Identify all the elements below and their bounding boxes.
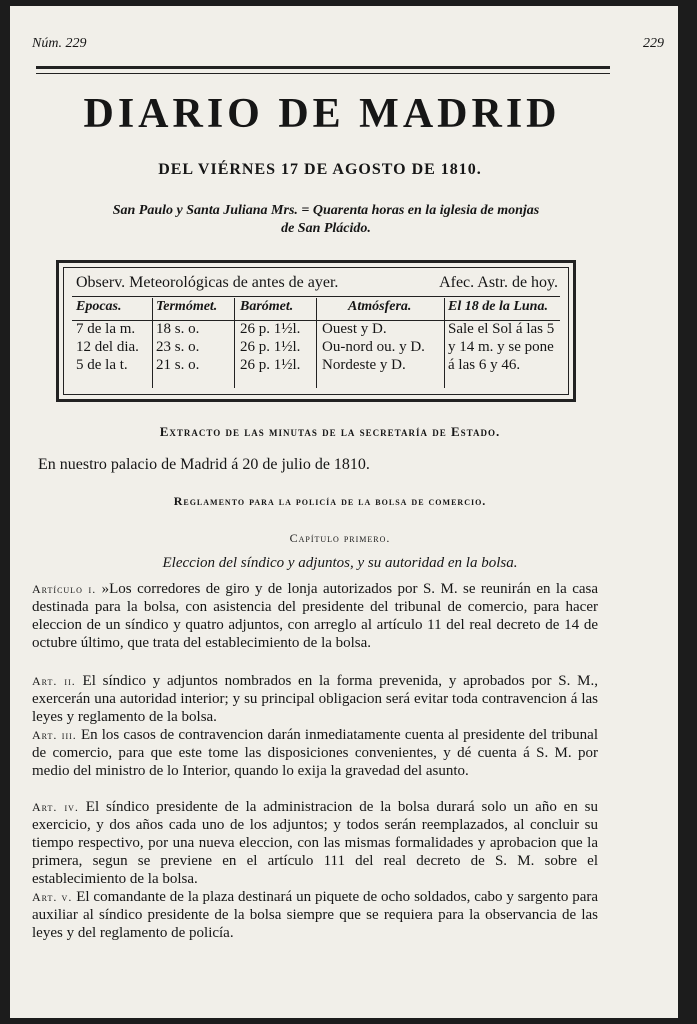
header-rule-thin — [36, 73, 610, 74]
column-divider — [444, 298, 445, 388]
issue-number-right: 229 — [643, 36, 664, 51]
header-luna: El 18 de la Luna. — [448, 299, 548, 314]
article-label: Art. iii. — [32, 728, 77, 742]
cell: 18 s. o. — [156, 321, 200, 337]
column-termometro — [156, 298, 234, 374]
article-label: Artículo i. — [32, 582, 97, 596]
cell: 21 s. o. — [156, 357, 200, 373]
table-rule-top — [72, 296, 560, 297]
article-text: El síndico presidente de la administracion de la bolsa durará solo un año en su exercicio, y dos años cada uno de los adjuntos; y todos serán reemplazados, al concluir su tiempo respectivo, por una nueva eleccion, con las mismas formalidades y aprobacion que la primera, segun se previene en el artículo 111 del real decreto de S. M. sobre el establecimiento de la bolsa. — [32, 799, 598, 887]
header-termometro: Termómet. — [156, 299, 218, 314]
newspaper-page — [10, 6, 678, 1018]
extract-title: Extracto de las minutas de la secretaría de Estado. — [159, 424, 501, 439]
astro-line: á las 6 y 46. — [448, 357, 521, 373]
article-3 — [32, 726, 598, 780]
cell: Ou-nord ou. y D. — [322, 339, 425, 355]
column-divider — [234, 298, 235, 388]
article-label: Art. iv. — [32, 800, 79, 814]
cell: 26 p. 1½l. — [240, 321, 301, 337]
column-atmosfera — [322, 298, 442, 374]
article-text: En los casos de contravencion darán inmediatamente cuenta al presidente del tribunal de comercio, para que este tome las disposiciones convenientes, y dé cuenta á S. M. por medio del ministro de lo Interior, quando lo exija la gravedad del asunto. — [32, 727, 599, 779]
masthead-title: DIARIO DE MADRID — [83, 91, 561, 137]
issue-number-left: Núm. 229 — [32, 36, 87, 51]
meteorology-table — [56, 260, 576, 402]
header-barometro: Barómet. — [240, 299, 294, 314]
header-epocas: Epocas. — [76, 299, 122, 314]
article-text: El síndico y adjuntos nombrados en la forma prevenida, y aprobados por S. M., exercerán una autoridad interior; y su principal obligacion será evitar toda contravencion á las leyes y reglamento de la bolsa. — [32, 673, 598, 725]
cell: 26 p. 1½l. — [240, 357, 301, 373]
article-text: »Los corredores de giro y de lonja autorizados por S. M. se reunirán en la casa destinada para la bolsa, con asistencia del presidente del tribunal de comercio, para hacer eleccion de un síndico y quatro adjuntos, con arreglo al artículo 11 del real decreto de 14 de octubre último, que trata del establecimiento de la bolsa. — [32, 581, 599, 651]
article-text: El comandante de la plaza destinará un piquete de ocho soldados, cabo y sargento para auxiliar al síndico presidente de la bolsa siempre que se requiera para la observancia de las leyes y del reglamento de policía. — [32, 889, 599, 941]
cell: 5 de la t. — [76, 357, 128, 373]
article-2 — [32, 672, 598, 726]
article-1 — [32, 580, 598, 652]
astronomy-title: Afec. Astr. de hoy. — [439, 274, 558, 291]
meteorology-title: Observ. Meteorológicas de antes de ayer. — [76, 274, 339, 291]
cell: 26 p. 1½l. — [240, 339, 301, 355]
chapter-subtitle: Eleccion del síndico y adjuntos, y su autoridad en la bolsa. — [162, 555, 518, 571]
meteorology-inner-border — [63, 267, 569, 395]
article-4 — [32, 798, 598, 888]
astro-line: y 14 m. y se pone — [448, 339, 554, 355]
cell: Nordeste y D. — [322, 357, 406, 373]
palace-line: En nuestro palacio de Madrid á 20 de julio de 1810. — [38, 456, 370, 473]
issue-header — [32, 36, 664, 52]
chapter-heading: Capítulo primero. — [289, 531, 391, 545]
article-5 — [32, 888, 598, 942]
dateline: DEL VIÉRNES 17 DE AGOSTO DE 1810. — [158, 161, 482, 178]
cell: 12 del dia. — [76, 339, 139, 355]
column-luna — [448, 298, 560, 374]
saints-line-1: San Paulo y Santa Juliana Mrs. = Quarenta horas en la iglesia de monjas — [112, 203, 540, 218]
article-label: Art. ii. — [32, 674, 76, 688]
saints-line-2: de San Plácido. — [281, 221, 371, 236]
article-label: Art. v. — [32, 890, 73, 904]
header-rule-thick — [36, 66, 610, 69]
cell: Ouest y D. — [322, 321, 387, 337]
column-barometro — [240, 298, 316, 374]
astro-line: Sale el Sol á las 5 — [448, 321, 555, 337]
column-divider — [152, 298, 153, 388]
saints-of-the-day — [50, 202, 602, 238]
cell: 23 s. o. — [156, 339, 200, 355]
header-atmosfera: Atmósfera. — [348, 299, 412, 314]
cell: 7 de la m. — [76, 321, 136, 337]
column-divider — [316, 298, 317, 388]
regulation-title: Reglamento para la policía de la bolsa de comercio. — [173, 494, 487, 508]
column-epocas — [76, 298, 152, 374]
